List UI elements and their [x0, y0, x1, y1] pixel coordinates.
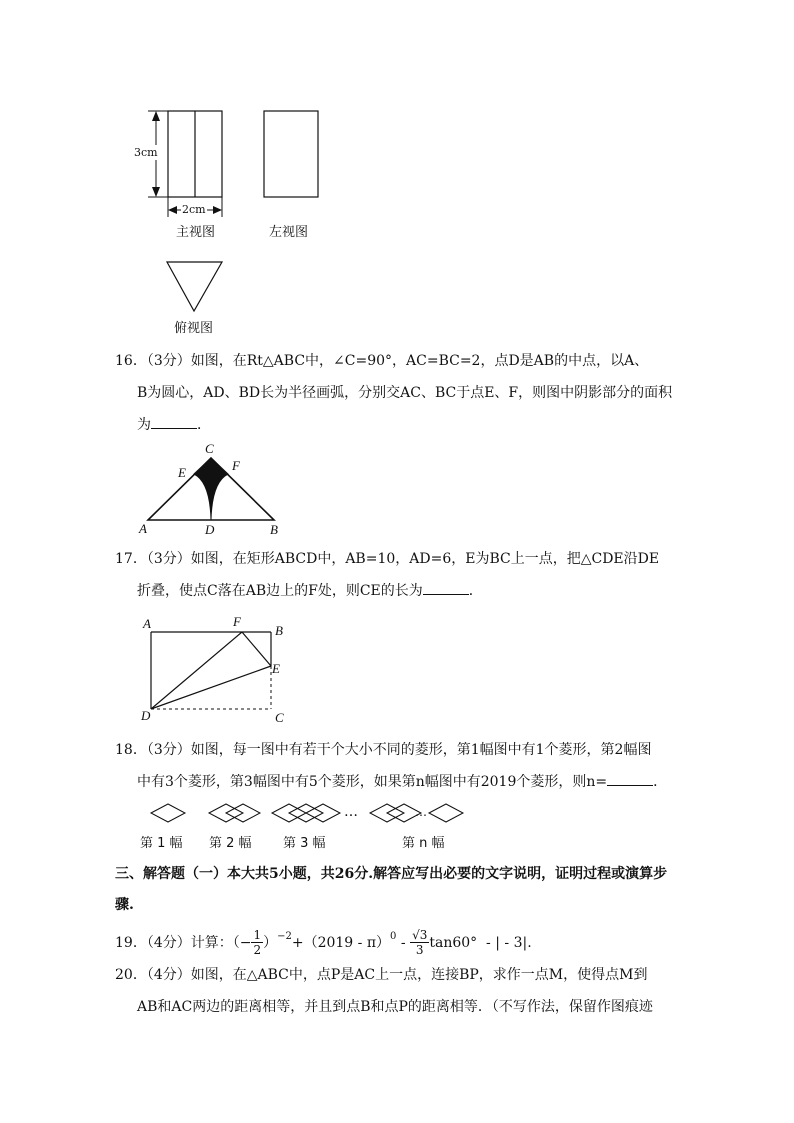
q16-label-D: D — [205, 522, 215, 537]
section3-heading-line2: 骤. — [115, 897, 134, 913]
q16-line3-text: 为 — [137, 417, 151, 433]
q18-caption-n: 第 n 幅 — [402, 836, 445, 851]
q17-end: ． — [468, 583, 483, 599]
q19-part3: +（2019 - π） — [291, 934, 391, 951]
q18-line2-text: 中有3个菱形，第3幅图中有5个菱形，如果第n幅图中有2019个菱形，则n= — [137, 774, 608, 790]
q17-line2-text: 折叠，使点C落在AB边上的F处，则CE的长为 — [137, 583, 423, 599]
q16-label-F: F — [232, 458, 240, 473]
q18-caption-1: 第 1 幅 — [140, 836, 183, 851]
q16-line1: 16．（3分）如图，在Rt△ABC中，∠C=90°，AC=BC=2，点D是AB的中点，以A、 — [115, 353, 649, 369]
q19-fraction-half: $\frac{1}{2}$ — [253, 928, 262, 957]
q18-ellipsis-1: … — [344, 804, 358, 820]
q17-label-C: C — [275, 710, 284, 725]
left-view-label: 左视图 — [269, 225, 309, 240]
q19-fraction-sqrt3: $\frac{√3}{3}$ — [412, 928, 428, 957]
q19-part4: - — [396, 934, 411, 951]
q19-part5: tan60° - | - 3|. — [429, 934, 532, 951]
q17-label-F: F — [233, 614, 241, 629]
q19-prefix: 19．（4分）计算：（− — [115, 934, 252, 951]
top-view-label: 俯视图 — [174, 321, 214, 336]
width-dimension-label: 2cm — [182, 203, 206, 216]
q18-caption-2: 第 2 幅 — [209, 836, 252, 851]
q19-exponent-2: 0 — [390, 930, 397, 942]
q19-exponent-1: −2 — [277, 930, 292, 942]
q16-end: ． — [197, 417, 211, 433]
q17-label-B: B — [275, 623, 283, 638]
q19-line — [115, 928, 532, 957]
q17-label-E: E — [272, 661, 280, 676]
q19-part2: ） — [263, 934, 278, 951]
height-dimension-label: 3cm — [134, 146, 158, 159]
section3-heading-line1: 三、解答题（一）本大共5小题，共26分.解答应写出必要的文字说明，证明过程或演算步 — [115, 866, 668, 882]
front-view-label: 主视图 — [176, 225, 216, 240]
q16-label-B: B — [270, 522, 278, 537]
q16-label-C: C — [205, 441, 214, 456]
rhombus — [151, 804, 185, 822]
q17-label-D: D — [141, 708, 151, 723]
q16-label-E: E — [178, 465, 186, 480]
q17-label-A: A — [143, 616, 151, 631]
q18-line1: 18．（3分）如图，每一图中有若干个大小不同的菱形，第1幅图中有1个菱形，第2幅图 — [115, 742, 652, 758]
q16-line2: B为圆心，AD、BD长为半径画弧，分别交AC、BC于点E、F，则图中阴影部分的面积 — [137, 385, 673, 401]
q18-end: ． — [653, 774, 668, 790]
q20-line2: AB和AC两边的距离相等，并且到点B和点P的距离相等．（不写作法，保留作图痕迹 — [137, 999, 653, 1015]
q16-label-A: A — [139, 521, 147, 536]
rhombus — [429, 804, 463, 822]
q18-ellipsis-2: … — [415, 805, 427, 819]
q20-line1: 20．（4分）如图，在△ABC中，点P是AC上一点，连接BP，求作一点M，使得点M到 — [115, 967, 648, 983]
q17-line1: 17．（3分）如图，在矩形ABCD中，AB=10，AD=6，E为BC上一点，把△CDE沿DE — [115, 551, 660, 567]
q18-caption-3: 第 3 幅 — [283, 836, 326, 851]
